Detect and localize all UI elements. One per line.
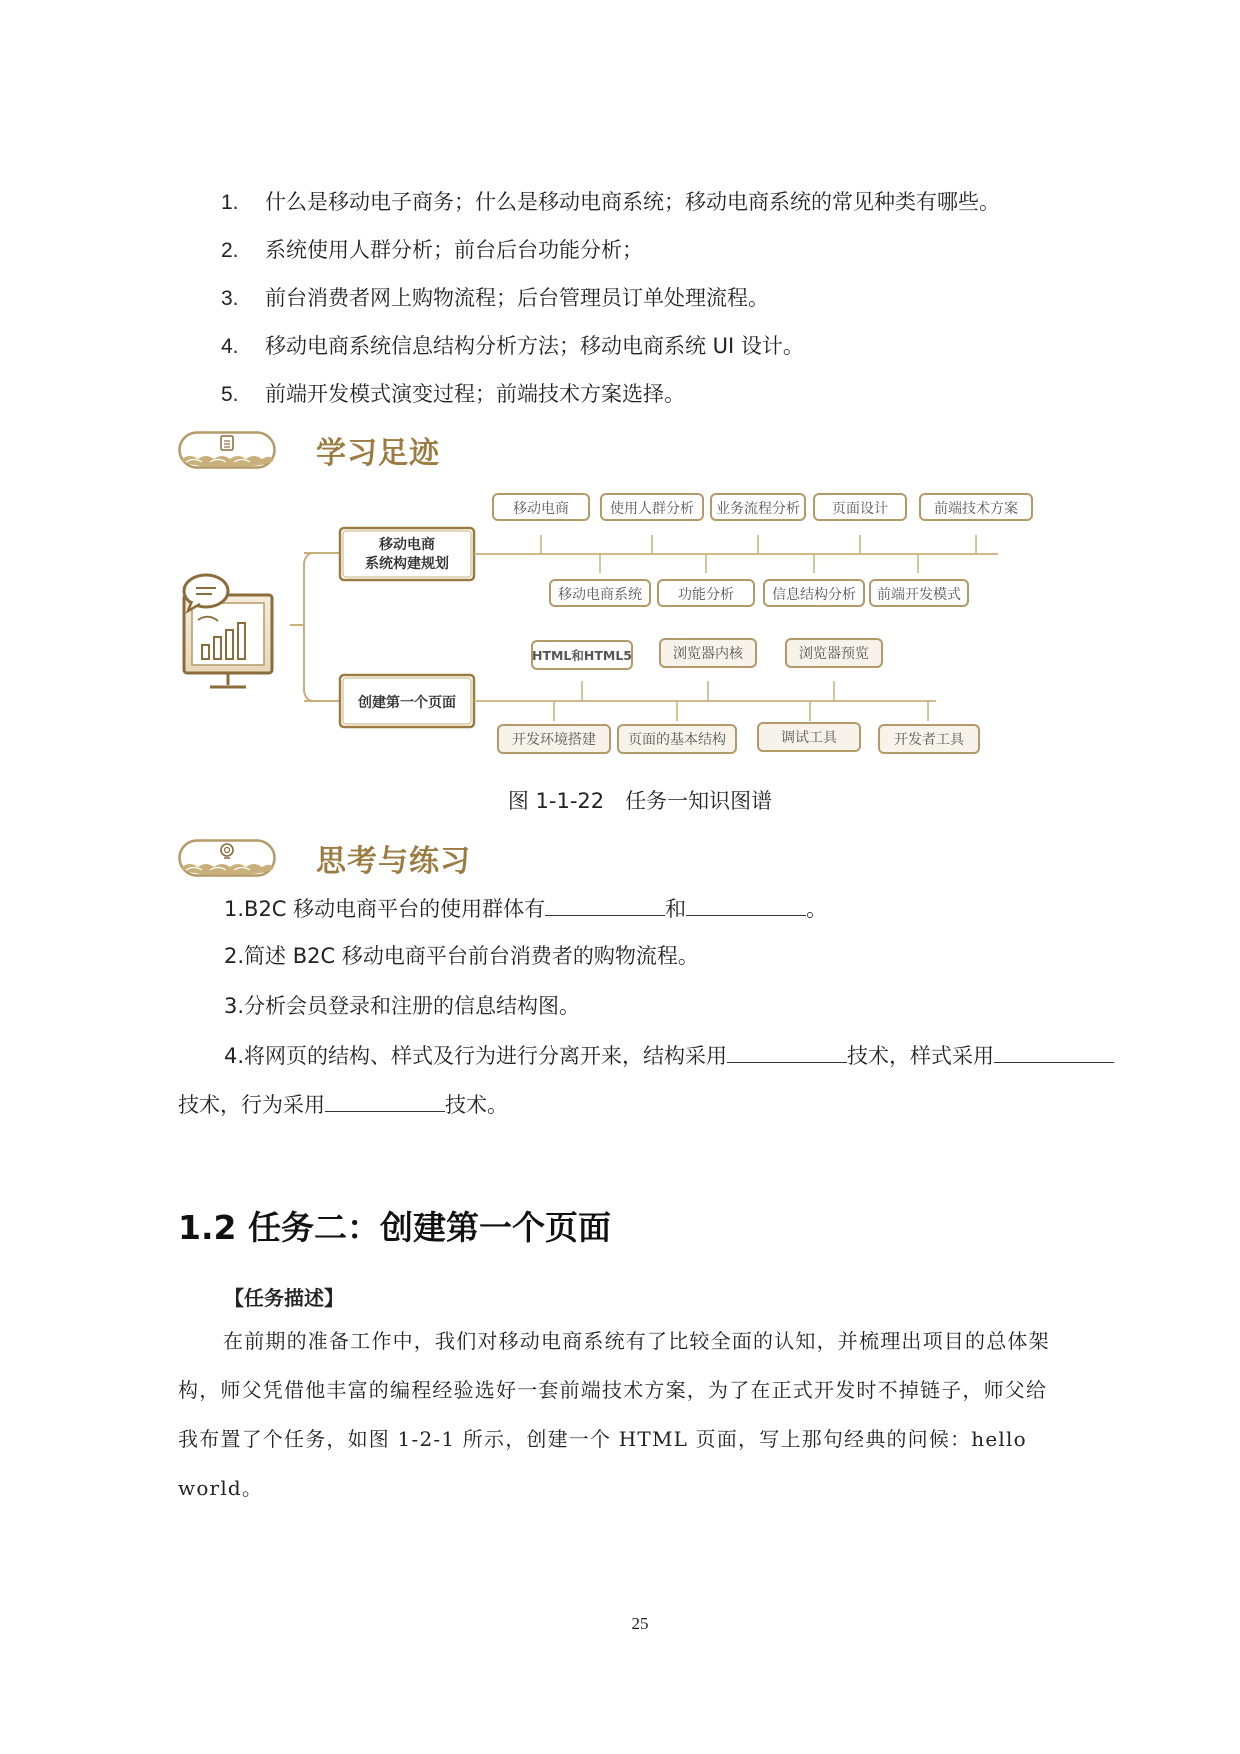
- mindmap-node: [601, 494, 703, 520]
- answer-blank: [994, 1040, 1114, 1063]
- section-heading-exercise: [178, 835, 471, 881]
- list-item: 3. 前台消费者网上购物流程；后台管理员订单处理流程。: [221, 286, 769, 310]
- svg-text:移动电商: 移动电商: [513, 501, 569, 517]
- mindmap-node: [870, 580, 968, 606]
- svg-text:调试工具: 调试工具: [781, 730, 837, 746]
- section-title: 思考与练习: [316, 844, 471, 879]
- task-description-label: 【任务描述】: [224, 1286, 344, 1310]
- clipboard-icon: [178, 431, 276, 469]
- section-title: 学习足迹: [316, 436, 440, 471]
- mindmap-node: [814, 494, 906, 520]
- svg-text:移动电商系统: 移动电商系统: [558, 587, 642, 603]
- svg-text:前端开发模式: 前端开发模式: [877, 587, 961, 603]
- mindmap-node: [786, 639, 882, 667]
- answer-blank: [727, 1040, 847, 1063]
- exercise-4: 4.将网页的结构、样式及行为进行分离开来，结构采用 技术，样式采用: [224, 1040, 1114, 1071]
- svg-text:开发者工具: 开发者工具: [894, 732, 964, 748]
- mindmap-node: [711, 494, 805, 520]
- section-heading-learning: [178, 427, 440, 473]
- mindmap-node: [658, 580, 754, 606]
- branch-node-planning: [340, 528, 474, 580]
- section-heading-task-two: 1.2 任务二：创建第一个页面: [178, 1208, 611, 1247]
- branch-node-first-page-label: 创建第一个页面: [358, 695, 456, 711]
- exercise-2: 2.简述 B2C 移动电商平台前台消费者的购物流程。: [224, 944, 699, 968]
- exercise-4-continued: 技术，行为采用 技术。: [178, 1089, 508, 1120]
- mindmap-node: [660, 639, 756, 667]
- exercise-1: 1.B2C 移动电商平台的使用群体有 和 。: [224, 893, 827, 924]
- svg-text:浏览器预览: 浏览器预览: [799, 646, 869, 662]
- mindmap-node: [758, 723, 860, 751]
- svg-text:使用人群分析: 使用人群分析: [610, 501, 694, 517]
- list-item: 2. 系统使用人群分析；前台后台功能分析；: [221, 238, 643, 262]
- answer-blank: [545, 893, 665, 916]
- svg-text:浏览器内核: 浏览器内核: [673, 646, 743, 662]
- mindmap-node: [493, 494, 589, 520]
- figure-caption: 图 1-1-22 任务一知识图谱: [507, 789, 773, 813]
- svg-text:功能分析: 功能分析: [678, 587, 734, 603]
- svg-text:HTML和HTML5: HTML和HTML5: [532, 648, 632, 663]
- svg-text:开发环境搭建: 开发环境搭建: [512, 732, 596, 748]
- list-item: 4. 移动电商系统信息结构分析方法；移动电商系统 UI 设计。: [221, 334, 804, 358]
- mindmap-node: [550, 580, 650, 606]
- list-item: 5. 前端开发模式演变过程；前端技术方案选择。: [221, 382, 685, 406]
- mindmap-node: [879, 725, 979, 753]
- mindmap-node: [764, 580, 864, 606]
- list-item: 1. 什么是移动电子商务；什么是移动电商系统；移动电商系统的常见种类有哪些。: [221, 190, 1000, 214]
- task-description-paragraph: 在前期的准备工作中，我们对移动电商系统有了比较全面的认知，并梳理出项目的总体架构，师父凭借他丰富的编程经验选好一套前端技术方案，为了在正式开发时不掉链子，师父给我布置了个任务，如图 1-2-1 所示，创建一个 HTML 页面，写上那句经典的问候：hello world。: [178, 1329, 1050, 1500]
- branch-node-planning-line2: 系统构建规划: [365, 556, 449, 572]
- mindmap-node: [498, 725, 610, 753]
- svg-text:前端技术方案: 前端技术方案: [934, 501, 1018, 517]
- mindmap-node: [618, 725, 736, 753]
- svg-text:页面的基本结构: 页面的基本结构: [628, 732, 726, 748]
- branch-node-planning-line1: 移动电商: [379, 537, 435, 553]
- exercise-3: 3.分析会员登录和注册的信息结构图。: [224, 994, 581, 1018]
- mindmap-node: [532, 641, 632, 669]
- lightbulb-icon: [178, 839, 276, 877]
- svg-text:页面设计: 页面设计: [832, 501, 888, 517]
- answer-blank: [325, 1089, 445, 1112]
- page-number: 25: [631, 1614, 649, 1633]
- mindmap-node: [920, 494, 1032, 520]
- svg-text:业务流程分析: 业务流程分析: [716, 501, 800, 517]
- svg-text:信息结构分析: 信息结构分析: [772, 587, 856, 603]
- mindmap-diagram: [178, 485, 1058, 775]
- answer-blank: [686, 893, 806, 916]
